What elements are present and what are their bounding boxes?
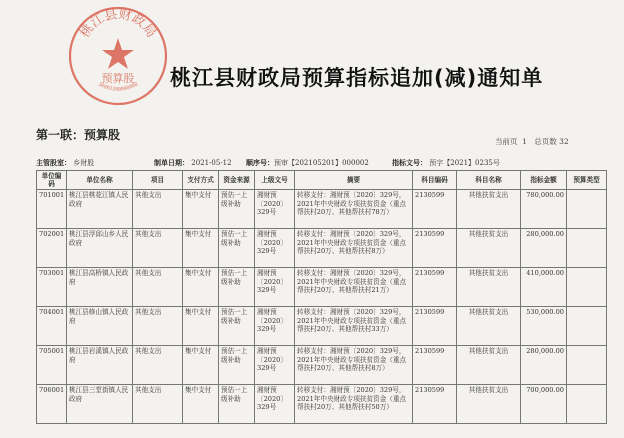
cell-amount: 700,000.00 [521,385,567,424]
cell-source: 预估一上级补助 [219,229,255,268]
header-payment: 支付方式 [183,171,219,190]
cell-summary: 转移支付：湘财预〔2020〕329号，2021年中央财政专项扶贫资金（重点帮扶村20万、其他帮扶村50万） [295,385,413,424]
table-row [37,268,607,307]
cell-amount: 780,000.00 [521,190,567,229]
doc-label: 指标文号： [392,158,427,167]
cell-amount: 530,000.00 [521,307,567,346]
cell-unit-code: 702001 [37,229,67,268]
cell-superior-doc: 湘财预〔2020〕329号 [255,307,295,346]
cell-unit-name: 桃江县三堂街镇人民政府 [67,385,133,424]
cell-unit-code: 703001 [37,268,67,307]
cell-budget-type [567,307,607,346]
copy-label-value: 预算股 [84,128,121,142]
unit-label: 主管股室： [36,158,71,167]
cell-payment: 集中支付 [183,190,219,229]
cell-source: 预估一上级补助 [219,346,255,385]
cell-summary: 转移支付：湘财预〔2020〕329号，2021年中央财政专项扶贫资金（重点帮扶村20万、其他帮扶村8万） [295,229,413,268]
cell-subject-name: 其他扶贫支出 [457,268,521,307]
table-row [37,346,607,385]
cell-superior-doc: 湘财预〔2020〕329号 [255,268,295,307]
cell-payment: 集中支付 [183,385,219,424]
header-budget-type: 预算类型 [567,171,607,190]
cell-subject-code: 2130599 [413,268,457,307]
cell-source: 预估一上级补助 [219,385,255,424]
copy-label [36,126,120,143]
cell-project: 其他支出 [133,346,183,385]
cell-superior-doc: 湘财预〔2020〕329号 [255,229,295,268]
cell-unit-code: 701001 [37,190,67,229]
current-page-label: 当前页 [495,137,518,146]
header-source: 资金来源 [219,171,255,190]
header-superior-doc: 上级文号 [255,171,295,190]
header-subject-code: 科目编码 [413,171,457,190]
cell-source: 预估一上级补助 [219,307,255,346]
cell-unit-name: 桃江县修山镇人民政府 [67,307,133,346]
cell-budget-type [567,268,607,307]
cell-summary: 转移支付：湘财预〔2020〕329号，2021年中央财政专项扶贫资金（重点帮扶村20万、其他帮扶村78万） [295,190,413,229]
total-pages-label: 总页数 [534,137,557,146]
doc-value: 预字【2021】0235号 [429,159,500,167]
cell-summary: 转移支付：湘财预〔2020〕329号，2021年中央财政专项扶贫资金（重点帮扶村20万、其他帮扶村8万） [295,346,413,385]
seq-label: 顺序号： [246,158,274,167]
cell-subject-name: 其他扶贫支出 [457,190,521,229]
cell-subject-code: 2130599 [413,385,457,424]
header-amount: 指标金额 [521,171,567,190]
cell-budget-type [567,385,607,424]
cell-unit-name: 桃江县高桥镇人民政府 [67,268,133,307]
date-info [154,158,232,168]
page-info [495,136,569,147]
seq-info [246,158,369,168]
cell-project: 其他支出 [133,229,183,268]
doc-info [392,158,500,168]
header-unit-name: 单位名称 [67,171,133,190]
cell-summary: 转移支付：湘财预〔2020〕329号，2021年中央财政专项扶贫资金（重点帮扶村20万、其他帮扶村21万） [295,268,413,307]
cell-payment: 集中支付 [183,268,219,307]
seal-number: 36092200000000 [96,81,140,93]
cell-budget-type [567,190,607,229]
cell-payment: 集中支付 [183,229,219,268]
cell-amount: 280,000.00 [521,346,567,385]
table-row [37,229,607,268]
cell-unit-code: 706001 [37,385,67,424]
cell-budget-type [567,346,607,385]
seal-text: 桃江县财政局 [77,7,159,41]
current-page: 1 [522,137,528,146]
table-row [37,307,607,346]
copy-label-prefix: 第一联： [36,128,85,142]
header-project: 项目 [133,171,183,190]
cell-payment: 集中支付 [183,346,219,385]
unit-info [36,158,94,168]
date-label: 制单日期： [154,158,189,167]
cell-subject-code: 2130599 [413,229,457,268]
header-subject-name: 科目名称 [457,171,521,190]
cell-source: 预估一上级补助 [219,268,255,307]
table-row [37,190,607,229]
cell-project: 其他支出 [133,307,183,346]
cell-subject-name: 其他扶贫支出 [457,346,521,385]
cell-source: 预估一上级补助 [219,190,255,229]
cell-subject-name: 其他扶贫支出 [457,385,521,424]
cell-subject-code: 2130599 [413,307,457,346]
cell-payment: 集中支付 [183,307,219,346]
cell-unit-code: 704001 [37,307,67,346]
cell-unit-name: 桃江县桃花江镇人民政府 [67,190,133,229]
cell-subject-name: 其他扶贫支出 [457,307,521,346]
header-unit-code: 单位编码 [37,171,67,190]
cell-subject-name: 其他扶贫支出 [457,229,521,268]
cell-unit-name: 桃江县岩溪镇人民政府 [67,346,133,385]
cell-superior-doc: 湘财预〔2020〕329号 [255,190,295,229]
cell-budget-type [567,229,607,268]
seq-value: 预审【202105201】000002 [274,159,369,167]
budget-table [36,170,607,424]
page-title: 桃江县财政局预算指标追加(减)通知单 [170,66,544,90]
cell-unit-name: 桃江县浮邱山乡人民政府 [67,229,133,268]
cell-superior-doc: 湘财预〔2020〕329号 [255,346,295,385]
cell-project: 其他支出 [133,190,183,229]
date-value: 2021-05-12 [191,159,232,167]
cell-superior-doc: 湘财预〔2020〕329号 [255,385,295,424]
table-row [37,385,607,424]
cell-summary: 转移支付：湘财预〔2020〕329号，2021年中央财政专项扶贫资金（重点帮扶村20万、其他帮扶村33万） [295,307,413,346]
svg-text:桃江县财政局 [77,6,159,41]
table-header-row [37,171,607,190]
official-seal [66,4,170,108]
cell-amount: 280,000.00 [521,229,567,268]
header-summary: 摘要 [295,171,413,190]
cell-subject-code: 2130599 [413,346,457,385]
cell-project: 其他支出 [133,385,183,424]
total-pages: 32 [559,137,569,146]
cell-subject-code: 2130599 [413,190,457,229]
cell-unit-code: 705001 [37,346,67,385]
cell-project: 其他支出 [133,268,183,307]
seal-subtext: 预算股 [101,72,135,85]
cell-amount: 410,000.00 [521,268,567,307]
unit-value: 乡财股 [73,159,95,167]
